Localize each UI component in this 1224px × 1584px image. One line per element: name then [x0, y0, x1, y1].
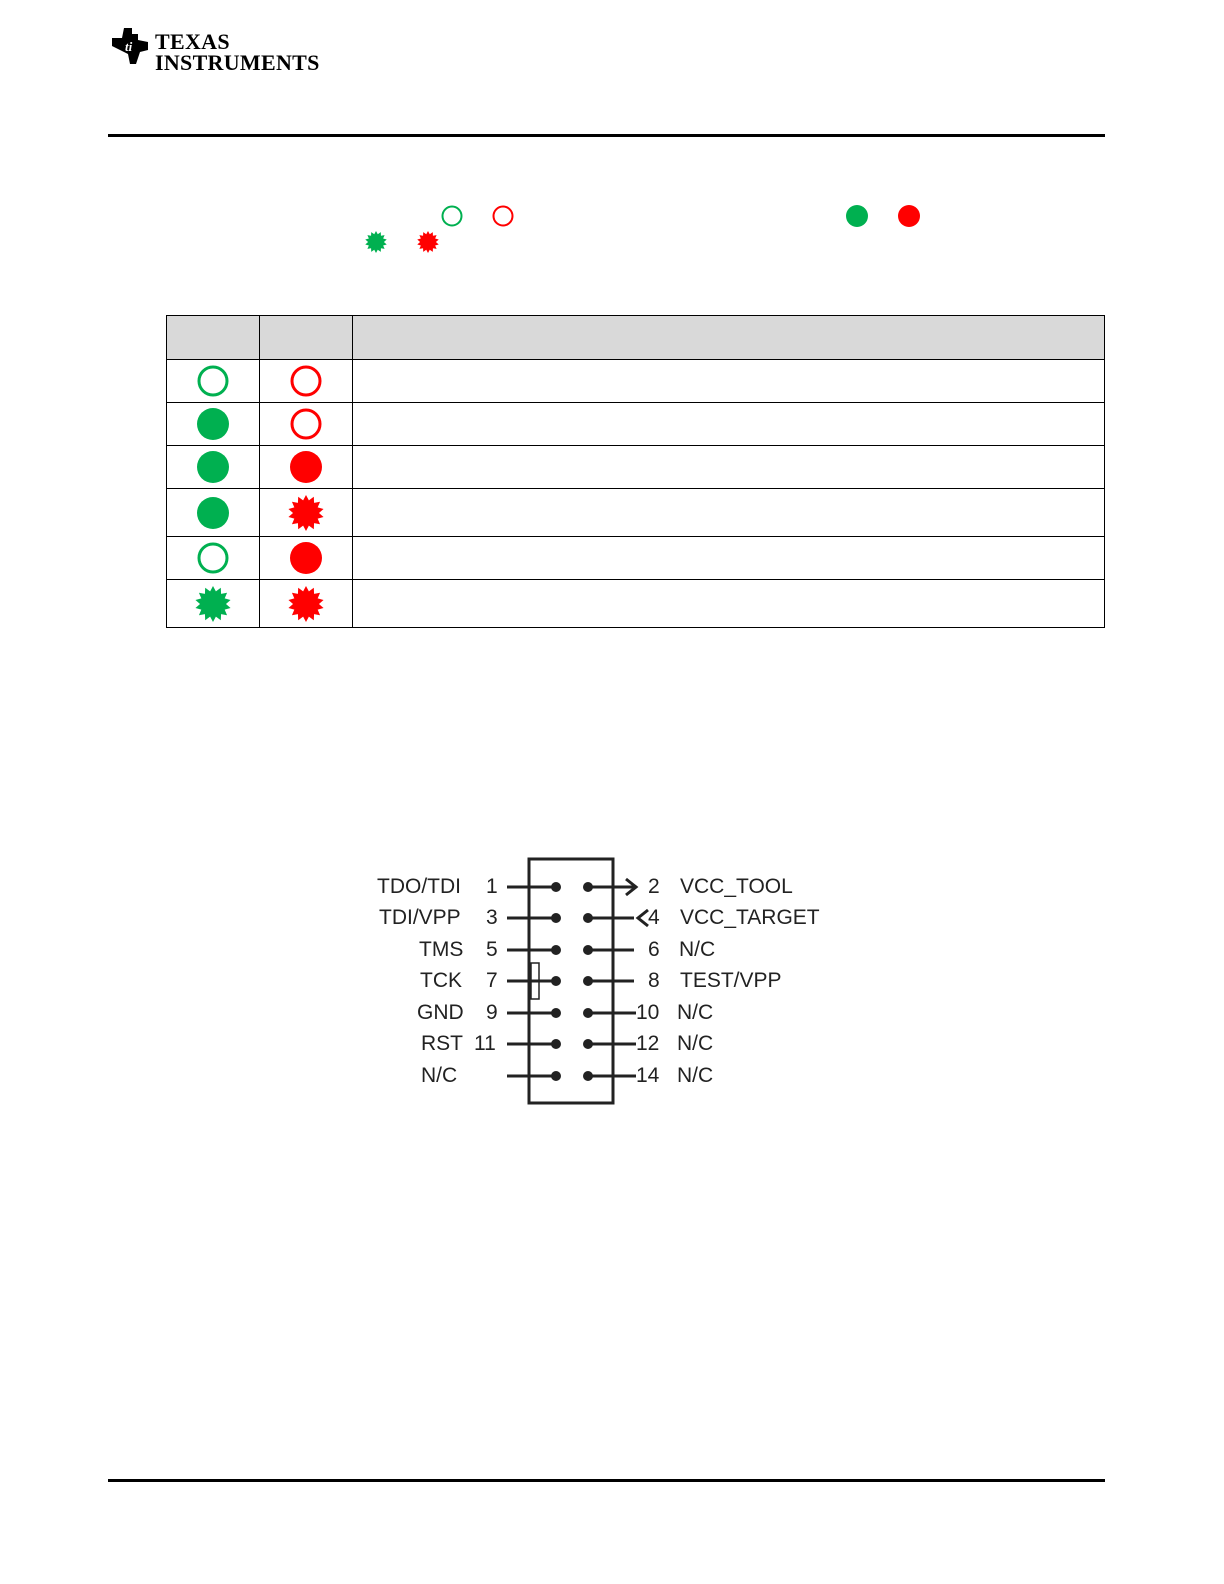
- jtag-pinout-diagram: [370, 850, 850, 1120]
- ti-logo: [108, 24, 320, 75]
- green-off-icon: [440, 204, 464, 228]
- pin-number-7: 7: [486, 969, 498, 992]
- red-off-icon: [289, 364, 323, 398]
- footer-rule: [108, 1479, 1105, 1482]
- pin-number-5: 5: [486, 938, 498, 961]
- green-on-icon: [845, 204, 869, 228]
- table-cell-description: [353, 489, 1105, 537]
- pin-name-3: TDI/VPP: [379, 906, 461, 929]
- table-row: [167, 446, 1105, 489]
- header-rule: [108, 134, 1105, 137]
- table-cell-description: [353, 537, 1105, 580]
- green-blink-icon: [364, 230, 388, 254]
- red-on-icon: [289, 450, 323, 484]
- pin-name-4: VCC_TARGET: [680, 906, 820, 929]
- table-header-description: [353, 316, 1105, 360]
- table-header-green: [167, 316, 260, 360]
- table-row: [167, 537, 1105, 580]
- pin-name-9: GND: [417, 1001, 464, 1024]
- pin-name-1: TDO/TDI: [377, 875, 461, 898]
- logo-text-instruments: INSTRUMENTS: [155, 50, 320, 75]
- pin-number-3: 3: [486, 906, 498, 929]
- pin-number-10: 10: [636, 1001, 660, 1024]
- pin-number-1: 1: [486, 875, 498, 898]
- red-off-icon: [491, 204, 515, 228]
- red-on-icon: [289, 541, 323, 575]
- ti-state-icon: [108, 24, 152, 68]
- pin-name-13: N/C: [421, 1064, 458, 1087]
- pin-name-12: N/C: [677, 1032, 714, 1055]
- green-on-icon: [196, 496, 230, 530]
- table-row: [167, 360, 1105, 403]
- green-blink-icon: [194, 585, 232, 623]
- pin-name-6: N/C: [679, 938, 716, 961]
- table-cell-description: [353, 360, 1105, 403]
- pin-name-10: N/C: [677, 1001, 714, 1024]
- pin-number-14: 14: [636, 1064, 660, 1087]
- pin-name-14: N/C: [677, 1064, 714, 1087]
- table-cell-description: [353, 580, 1105, 628]
- pin-name-8: TEST/VPP: [680, 969, 782, 992]
- red-blink-icon: [287, 585, 325, 623]
- led-status-table: [166, 315, 1105, 628]
- red-blink-icon: [416, 230, 440, 254]
- svg-text:ti: ti: [125, 39, 133, 54]
- table-row: [167, 489, 1105, 537]
- logo-text-texas: TEXAS: [155, 29, 230, 54]
- table-header-red: [260, 316, 353, 360]
- pin-number-8: 8: [648, 969, 660, 992]
- table-row: [167, 403, 1105, 446]
- red-off-icon: [289, 407, 323, 441]
- table-cell-description: [353, 403, 1105, 446]
- green-on-icon: [196, 407, 230, 441]
- pin-number-4: 4: [648, 906, 660, 929]
- red-on-icon: [897, 204, 921, 228]
- table-row: [167, 580, 1105, 628]
- pin-name-7: TCK: [420, 969, 462, 992]
- table-cell-description: [353, 446, 1105, 489]
- green-off-icon: [196, 541, 230, 575]
- pin-number-2: 2: [648, 875, 660, 898]
- pin-number-9: 9: [486, 1001, 498, 1024]
- green-off-icon: [196, 364, 230, 398]
- green-on-icon: [196, 450, 230, 484]
- pin-name-2: VCC_TOOL: [680, 875, 793, 898]
- pin-number-11: 11: [474, 1032, 496, 1055]
- pin-number-6: 6: [648, 938, 660, 961]
- pin-number-12: 12: [636, 1032, 660, 1055]
- pin-name-5: TMS: [419, 938, 464, 961]
- red-blink-icon: [287, 494, 325, 532]
- pin-name-11: RST: [421, 1032, 463, 1055]
